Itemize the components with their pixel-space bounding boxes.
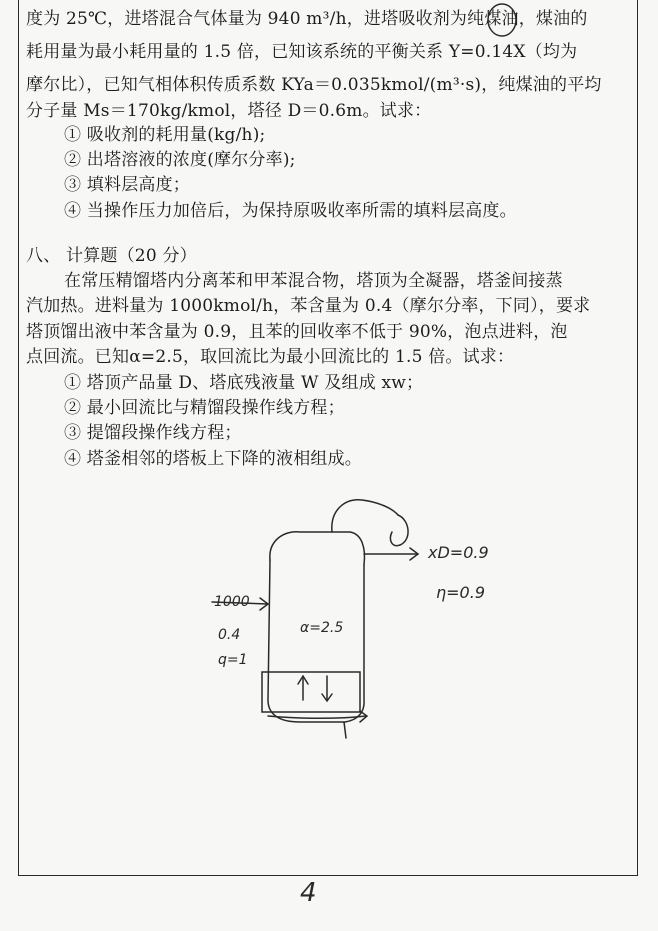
list-item: ③ 提馏段操作线方程；: [64, 423, 242, 443]
list-item: ③ 填料层高度；: [64, 175, 191, 195]
column-top: [270, 532, 365, 565]
steam-line: [268, 716, 366, 718]
text-line: 耗用量为最小耗用量的 1.5 倍，已知该系统的平衡关系 Y=0.14X（均为: [26, 42, 578, 62]
list-item: ④ 当操作压力加倍后，为保持原吸收率所需的填料层高度。: [64, 201, 517, 221]
feed-composition-label: 0.4: [218, 627, 241, 643]
list-item: ④ 塔釜相邻的塔板上下降的液相组成。: [64, 449, 363, 469]
reboiler-box: [262, 672, 360, 712]
paragraph-line: 点回流。已知α=2.5，取回流比为最小回流比的 1.5 倍。试求：: [26, 347, 515, 367]
bottom-outlet: [344, 722, 346, 738]
paragraph-line: 塔顶馏出液中苯含量为 0.9，且苯的回收率不低于 90%，泡点进料，泡: [26, 322, 568, 342]
column-body: [268, 560, 364, 722]
text-line: 度为 25℃，进塔混合气体量为 940 m³/h，进塔吸收剂为纯煤油，煤油的: [26, 9, 588, 29]
list-item: ① 吸收剂的耗用量(kg/h);: [64, 125, 266, 145]
paragraph-line: 汽加热。进料量为 1000kmol/h，苯含量为 0.4（摩尔分率，下同），要求: [26, 296, 591, 316]
xd-label: xD=0.9: [428, 543, 489, 562]
circle-mark: [488, 4, 516, 36]
condenser-loop: [390, 515, 408, 546]
paragraph-line: 在常压精馏塔内分离苯和甲苯混合物，塔顶为全凝器，塔釜间接蒸: [64, 271, 563, 291]
feed-flow-label: 1000: [214, 594, 250, 610]
list-item: ② 出塔溶液的浓度(摩尔分率);: [64, 150, 296, 170]
page-number: 4: [300, 878, 317, 908]
recovery-label: η=0.9: [436, 583, 485, 602]
q-label: q=1: [218, 652, 248, 668]
list-item: ② 最小回流比与精馏段操作线方程；: [64, 398, 345, 418]
text-line: 摩尔比），已知气相体积传质系数 KYa＝0.035kmol/(m³·s)，纯煤油的平均: [26, 75, 602, 95]
alpha-label: α=2.5: [300, 620, 344, 636]
section-heading: 八、 计算题（20 分）: [26, 246, 197, 266]
list-item: ① 塔顶产品量 D、塔底残液量 W 及组成 xw；: [64, 373, 424, 393]
vapor-line: [332, 500, 398, 532]
text-line: 分子量 Ms＝170kg/kmol，塔径 D＝0.6m。试求：: [26, 101, 432, 121]
